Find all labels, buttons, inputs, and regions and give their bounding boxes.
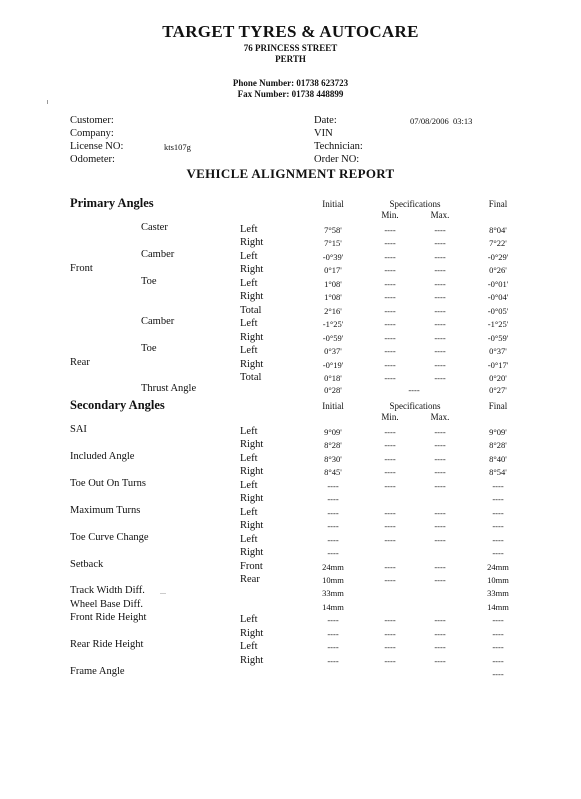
side-label: Total <box>240 372 262 383</box>
side-label: Right <box>240 547 264 558</box>
initial-value: -0°59' <box>322 333 344 343</box>
spec-min-value: ---- <box>384 319 396 329</box>
spec-max-value: ---- <box>434 238 446 248</box>
primary-initial-header: Initial <box>322 199 344 209</box>
angle-name: Caster <box>141 222 168 233</box>
final-value: ---- <box>492 656 504 666</box>
spec-min-value: ---- <box>384 481 396 491</box>
spec-max-value: ---- <box>434 535 446 545</box>
license-value: kts107g <box>164 142 191 152</box>
primary-min-header: Min. <box>381 210 399 220</box>
spec-max-value: ---- <box>434 373 446 383</box>
final-value: ---- <box>492 615 504 625</box>
spec-min-value: ---- <box>384 346 396 356</box>
final-value: ---- <box>492 629 504 639</box>
initial-value: 0°17' <box>324 265 342 275</box>
final-value: -0°01' <box>487 279 509 289</box>
spec-min-value: ---- <box>384 252 396 262</box>
front-group-label: Front <box>70 263 93 274</box>
spec-max-value: ---- <box>434 427 446 437</box>
spec-min-value: ---- <box>384 279 396 289</box>
spec-max-value: ---- <box>434 440 446 450</box>
spec-min-value: ---- <box>384 454 396 464</box>
initial-value: 8°30' <box>324 454 342 464</box>
spec-max-value: ---- <box>434 562 446 572</box>
spec-max-value: ---- <box>434 521 446 531</box>
angle-name: Frame Angle <box>70 666 125 677</box>
initial-value: 0°37' <box>324 346 342 356</box>
license-label: License NO: <box>70 141 124 152</box>
secondary-max-header: Max. <box>430 412 450 422</box>
spec-min-value: ---- <box>384 656 396 666</box>
final-value: 0°37' <box>489 346 507 356</box>
final-value: -0°29' <box>487 252 509 262</box>
initial-value: 0°18' <box>324 373 342 383</box>
angle-name: Toe <box>141 343 157 354</box>
side-label: Right <box>240 264 264 275</box>
spec-min-value: ---- <box>384 238 396 248</box>
spec-min-value: ---- <box>384 521 396 531</box>
spec-min-value: ---- <box>384 535 396 545</box>
side-label: Left <box>240 251 258 262</box>
spec-min-value: ---- <box>384 360 396 370</box>
spec-max-value: ---- <box>434 346 446 356</box>
spec-max-value: ---- <box>434 333 446 343</box>
final-value: 8°40' <box>489 454 507 464</box>
spec-min-value: ---- <box>384 225 396 235</box>
initial-value: ---- <box>327 481 339 491</box>
final-value: 0°26' <box>489 265 507 275</box>
angle-name: Toe <box>141 276 157 287</box>
initial-value: 8°45' <box>324 467 342 477</box>
spec-min-value: ---- <box>384 306 396 316</box>
initial-value: 14mm <box>322 602 344 612</box>
final-value: ---- <box>492 521 504 531</box>
angle-name: Toe Out On Turns <box>70 478 146 489</box>
date-label: Date: <box>314 115 337 126</box>
initial-value: ---- <box>327 535 339 545</box>
scan-speck <box>47 100 48 104</box>
company-label: Company: <box>70 128 114 139</box>
spec-max-value: ---- <box>434 306 446 316</box>
initial-value: ---- <box>327 508 339 518</box>
side-label: Left <box>240 614 258 625</box>
report-title: VEHICLE ALIGNMENT REPORT <box>186 166 395 181</box>
secondary-angles-heading: Secondary Angles <box>70 398 165 412</box>
final-value: 8°04' <box>489 225 507 235</box>
initial-value: ---- <box>327 656 339 666</box>
initial-value: 24mm <box>322 562 344 572</box>
spec-max-value: ---- <box>434 467 446 477</box>
final-value: ---- <box>492 481 504 491</box>
initial-value: 33mm <box>322 588 344 598</box>
side-label: Left <box>240 278 258 289</box>
phone-number: Phone Number: 01738 623723 <box>232 78 349 88</box>
spec-min-value: ---- <box>384 467 396 477</box>
side-label: Right <box>240 332 264 343</box>
final-value: 8°28' <box>489 440 507 450</box>
final-value: -0°05' <box>487 306 509 316</box>
angle-name: Front Ride Height <box>70 612 147 623</box>
initial-value: ---- <box>327 629 339 639</box>
angle-name: Maximum Turns <box>70 505 141 516</box>
spec-max-value: ---- <box>434 615 446 625</box>
side-label: Right <box>240 655 264 666</box>
company-name: TARGET TYRES & AUTOCARE <box>162 22 419 41</box>
final-value: ---- <box>492 535 504 545</box>
side-label: Right <box>240 493 264 504</box>
company-street: 76 PRINCESS STREET <box>243 43 338 53</box>
spec-max-value: ---- <box>434 508 446 518</box>
spec-max-value: ---- <box>434 575 446 585</box>
side-label: Left <box>240 426 258 437</box>
initial-value: ---- <box>327 548 339 558</box>
initial-value: 7°58' <box>324 225 342 235</box>
spec-min-value: ---- <box>384 427 396 437</box>
side-label: Right <box>240 628 264 639</box>
secondary-spec-header: Specifications <box>389 401 441 411</box>
thrust-angle-spec: ---- <box>408 385 420 395</box>
side-label: Left <box>240 224 258 235</box>
final-value: 8°54' <box>489 467 507 477</box>
final-value: ---- <box>492 548 504 558</box>
side-label: Right <box>240 359 264 370</box>
spec-min-value: ---- <box>384 642 396 652</box>
final-value: -0°17' <box>487 360 509 370</box>
side-label: Left <box>240 345 258 356</box>
initial-value: ---- <box>327 521 339 531</box>
secondary-final-header: Final <box>488 401 508 411</box>
primary-angles-heading: Primary Angles <box>70 196 154 210</box>
technician-label: Technician: <box>314 141 363 152</box>
final-value: 10mm <box>487 575 509 585</box>
spec-max-value: ---- <box>434 265 446 275</box>
side-label: Front <box>240 561 263 572</box>
spec-max-value: ---- <box>434 454 446 464</box>
final-value: -1°25' <box>487 319 509 329</box>
angle-name: SAI <box>70 424 87 435</box>
angle-name: Wheel Base Diff. <box>70 599 143 610</box>
side-label: Left <box>240 480 258 491</box>
spec-min-value: ---- <box>384 333 396 343</box>
primary-final-header: Final <box>488 199 508 209</box>
spec-min-value: ---- <box>384 562 396 572</box>
side-label: Right <box>240 520 264 531</box>
initial-value: ---- <box>327 615 339 625</box>
final-value: ---- <box>492 669 504 679</box>
primary-max-header: Max. <box>430 210 450 220</box>
final-value: -0°04' <box>487 292 509 302</box>
customer-label: Customer: <box>70 115 114 126</box>
final-value: 9°09' <box>489 427 507 437</box>
side-label: Right <box>240 237 264 248</box>
spec-min-value: ---- <box>384 508 396 518</box>
initial-value: 7°15' <box>324 238 342 248</box>
thrust-angle-initial: 0°28' <box>324 385 342 395</box>
final-value: ---- <box>492 508 504 518</box>
scan-speck <box>160 593 166 594</box>
side-label: Total <box>240 305 262 316</box>
odometer-label: Odometer: <box>70 154 115 165</box>
thrust-angle-final: 0°27' <box>489 385 507 395</box>
thrust-angle-label: Thrust Angle <box>141 383 197 394</box>
angle-name: Toe Curve Change <box>70 532 149 543</box>
side-label: Left <box>240 318 258 329</box>
side-label: Rear <box>240 574 260 585</box>
initial-value: -1°25' <box>322 319 344 329</box>
order-number-label: Order NO: <box>314 154 360 165</box>
side-label: Right <box>240 291 264 302</box>
spec-max-value: ---- <box>434 292 446 302</box>
spec-max-value: ---- <box>434 629 446 639</box>
initial-value: -0°39' <box>322 252 344 262</box>
spec-max-value: ---- <box>434 252 446 262</box>
spec-max-value: ---- <box>434 642 446 652</box>
initial-value: 8°28' <box>324 440 342 450</box>
spec-max-value: ---- <box>434 481 446 491</box>
final-value: -0°59' <box>487 333 509 343</box>
side-label: Left <box>240 453 258 464</box>
final-value: 7°22' <box>489 238 507 248</box>
company-city: PERTH <box>275 54 306 64</box>
side-label: Right <box>240 439 264 450</box>
vin-label: VIN <box>314 128 333 139</box>
spec-min-value: ---- <box>384 292 396 302</box>
angle-name: Track Width Diff. <box>70 585 145 596</box>
date-value: 07/08/2006 03:13 <box>410 116 473 126</box>
angle-name: Camber <box>141 316 175 327</box>
initial-value: 9°09' <box>324 427 342 437</box>
final-value: 0°20' <box>489 373 507 383</box>
initial-value: 10mm <box>322 575 344 585</box>
final-value: 14mm <box>487 602 509 612</box>
spec-min-value: ---- <box>384 615 396 625</box>
fax-number: Fax Number: 01738 448899 <box>237 89 344 99</box>
spec-max-value: ---- <box>434 225 446 235</box>
secondary-initial-header: Initial <box>322 401 344 411</box>
angle-name: Setback <box>70 559 104 570</box>
side-label: Right <box>240 466 264 477</box>
spec-min-value: ---- <box>384 629 396 639</box>
primary-spec-header: Specifications <box>389 199 441 209</box>
initial-value: 1°08' <box>324 292 342 302</box>
spec-min-value: ---- <box>384 373 396 383</box>
spec-max-value: ---- <box>434 360 446 370</box>
final-value: ---- <box>492 494 504 504</box>
spec-max-value: ---- <box>434 656 446 666</box>
final-value: 24mm <box>487 562 509 572</box>
initial-value: ---- <box>327 642 339 652</box>
spec-max-value: ---- <box>434 279 446 289</box>
side-label: Left <box>240 507 258 518</box>
side-label: Left <box>240 641 258 652</box>
spec-max-value: ---- <box>434 319 446 329</box>
spec-min-value: ---- <box>384 265 396 275</box>
initial-value: 2°16' <box>324 306 342 316</box>
rear-group-label: Rear <box>70 357 90 368</box>
angle-name: Camber <box>141 249 175 260</box>
angle-name: Rear Ride Height <box>70 639 144 650</box>
spec-min-value: ---- <box>384 575 396 585</box>
angle-name: Included Angle <box>70 451 135 462</box>
side-label: Left <box>240 534 258 545</box>
secondary-min-header: Min. <box>381 412 399 422</box>
initial-value: ---- <box>327 494 339 504</box>
spec-min-value: ---- <box>384 440 396 450</box>
initial-value: -0°19' <box>322 360 344 370</box>
final-value: ---- <box>492 642 504 652</box>
final-value: 33mm <box>487 588 509 598</box>
initial-value: 1°08' <box>324 279 342 289</box>
